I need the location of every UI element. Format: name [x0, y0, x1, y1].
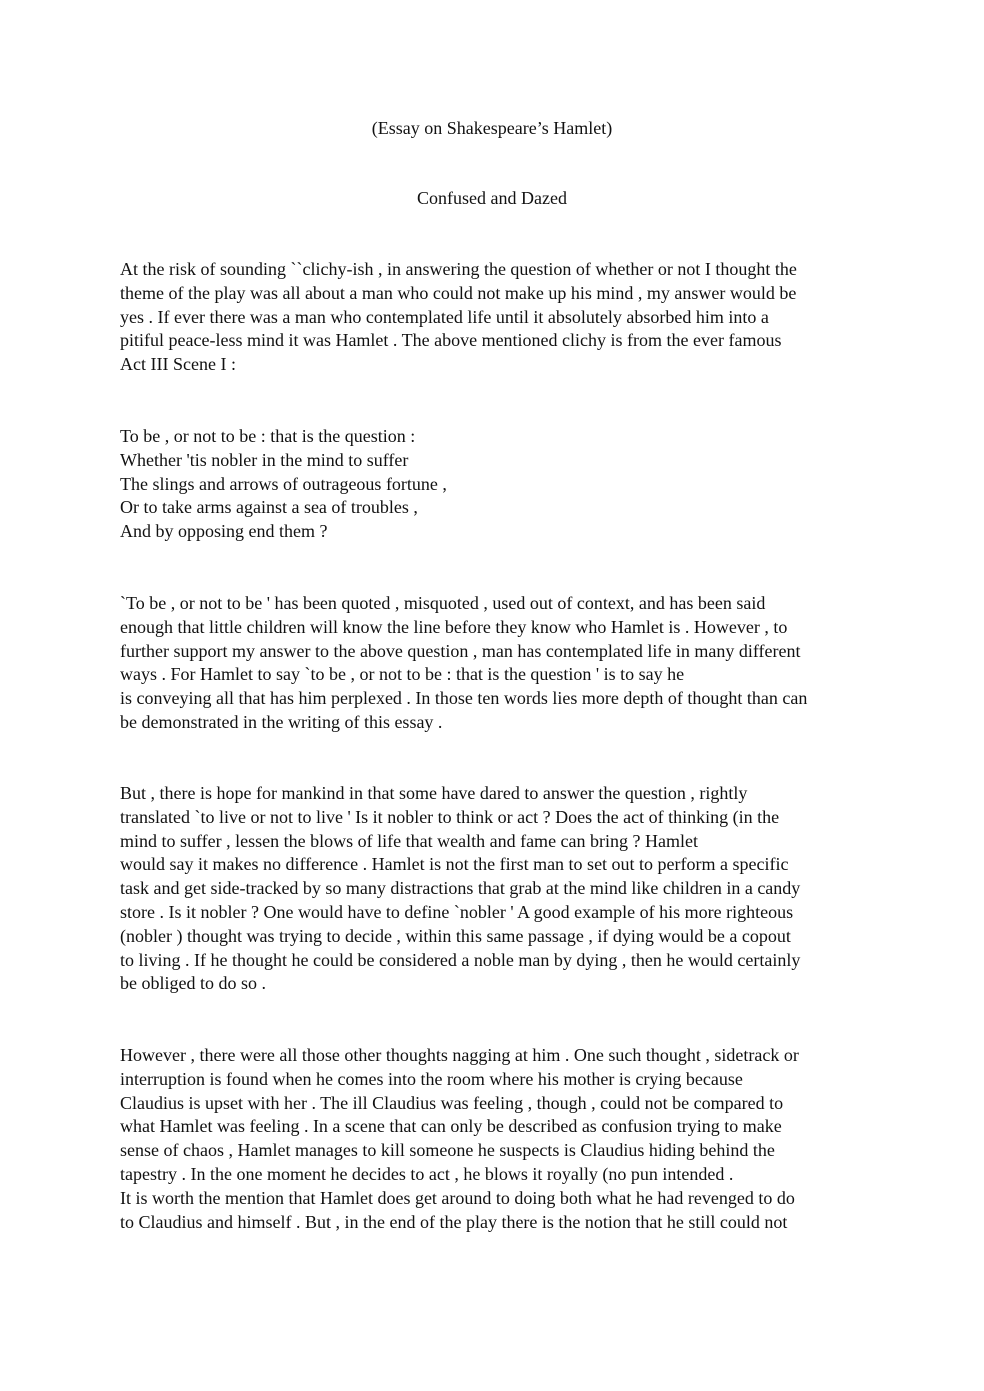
paragraph-hope [120, 782, 880, 996]
text-line: ways . For Hamlet to say `to be , or not to be : that is the question ' is to say he [120, 664, 685, 685]
text-line: But , there is hope for mankind in that some have dared to answer the question , rightly [120, 783, 748, 803]
text-line: It is worth the mention that Hamlet does get around to doing both what he had revenged to do [120, 1187, 795, 1208]
quote-block [120, 425, 880, 544]
text-line: `To be , or not to be ' has been quoted , misquoted , used out of context, and has been said [120, 593, 766, 613]
paragraph-intro [120, 258, 880, 377]
quote-line: The slings and arrows of outrageous fortune , [120, 473, 447, 494]
text-line: Claudius is upset with her . The ill Claudius was feeling , though , could not be compared to [120, 1092, 784, 1113]
text-line: pitiful peace-less mind it was Hamlet . The above mentioned clichy is from the ever famous [120, 330, 782, 351]
text-line: enough that little children will know the line before they know who Hamlet is . However , to [120, 616, 788, 637]
text-line: mind to suffer , lessen the blows of life that wealth and fame can bring ? Hamlet [120, 830, 698, 851]
text-line: At the risk of sounding ``clichy-ish , in answering the question of whether or not I thought the [120, 259, 797, 279]
text-line: interruption is found when he comes into the room where his mother is crying because [120, 1068, 743, 1089]
text-line: would say it makes no difference . Hamlet is not the first man to set out to perform a specific [120, 854, 789, 875]
quote-line: And by opposing end them ? [120, 521, 328, 542]
quote-line: Or to take arms against a sea of troubles , [120, 497, 418, 518]
text-line: further support my answer to the above question , man has contemplated life in many different [120, 640, 801, 661]
text-line: theme of the play was all about a man who could not make up his mind , my answer would be [120, 282, 797, 303]
essay-heading: (Essay on Shakespeare’s Hamlet) [371, 118, 613, 138]
text-line: Act III Scene I : [120, 354, 236, 375]
quote-line: To be , or not to be : that is the question : [120, 426, 416, 446]
text-line: translated `to live or not to live ' Is it nobler to think or act ? Does the act of thinking (in the [120, 806, 780, 827]
text-line: is conveying all that has him perplexed . In those ten words lies more depth of thought than can [120, 688, 808, 709]
text-line: store . Is it nobler ? One would have to define `nobler ' A good example of his more righteous [120, 901, 794, 922]
text-line: (nobler ) thought was trying to decide , within this same passage , if dying would be a copout [120, 925, 791, 946]
text-line: be obliged to do so . [120, 973, 266, 994]
text-line: task and get side-tracked by so many distractions that grab at the mind like children in a candy [120, 878, 801, 899]
essay-title: Confused and Dazed [417, 188, 567, 208]
text-line: to living . If he thought he could be considered a noble man by dying , then he would certainly [120, 949, 801, 970]
text-line: to Claudius and himself . But , in the end of the play there is the notion that he still could not [120, 1211, 788, 1232]
text-line: tapestry . In the one moment he decides to act , he blows it royally (no pun intended . [120, 1163, 734, 1184]
text-line: be demonstrated in the writing of this essay . [120, 711, 443, 732]
text-line: However , there were all those other thoughts nagging at him . One such thought , sidetrack or [120, 1045, 799, 1065]
paragraph-quoted [120, 592, 880, 735]
paragraph-however [120, 1044, 880, 1234]
text-line: what Hamlet was feeling . In a scene that can only be described as confusion trying to make [120, 1116, 782, 1137]
text-line: yes . If ever there was a man who contemplated life until it absolutely absorbed him into a [120, 306, 769, 327]
text-line: sense of chaos , Hamlet manages to kill someone he suspects is Claudius hiding behind the [120, 1140, 775, 1161]
quote-line: Whether 'tis nobler in the mind to suffer [120, 449, 409, 470]
